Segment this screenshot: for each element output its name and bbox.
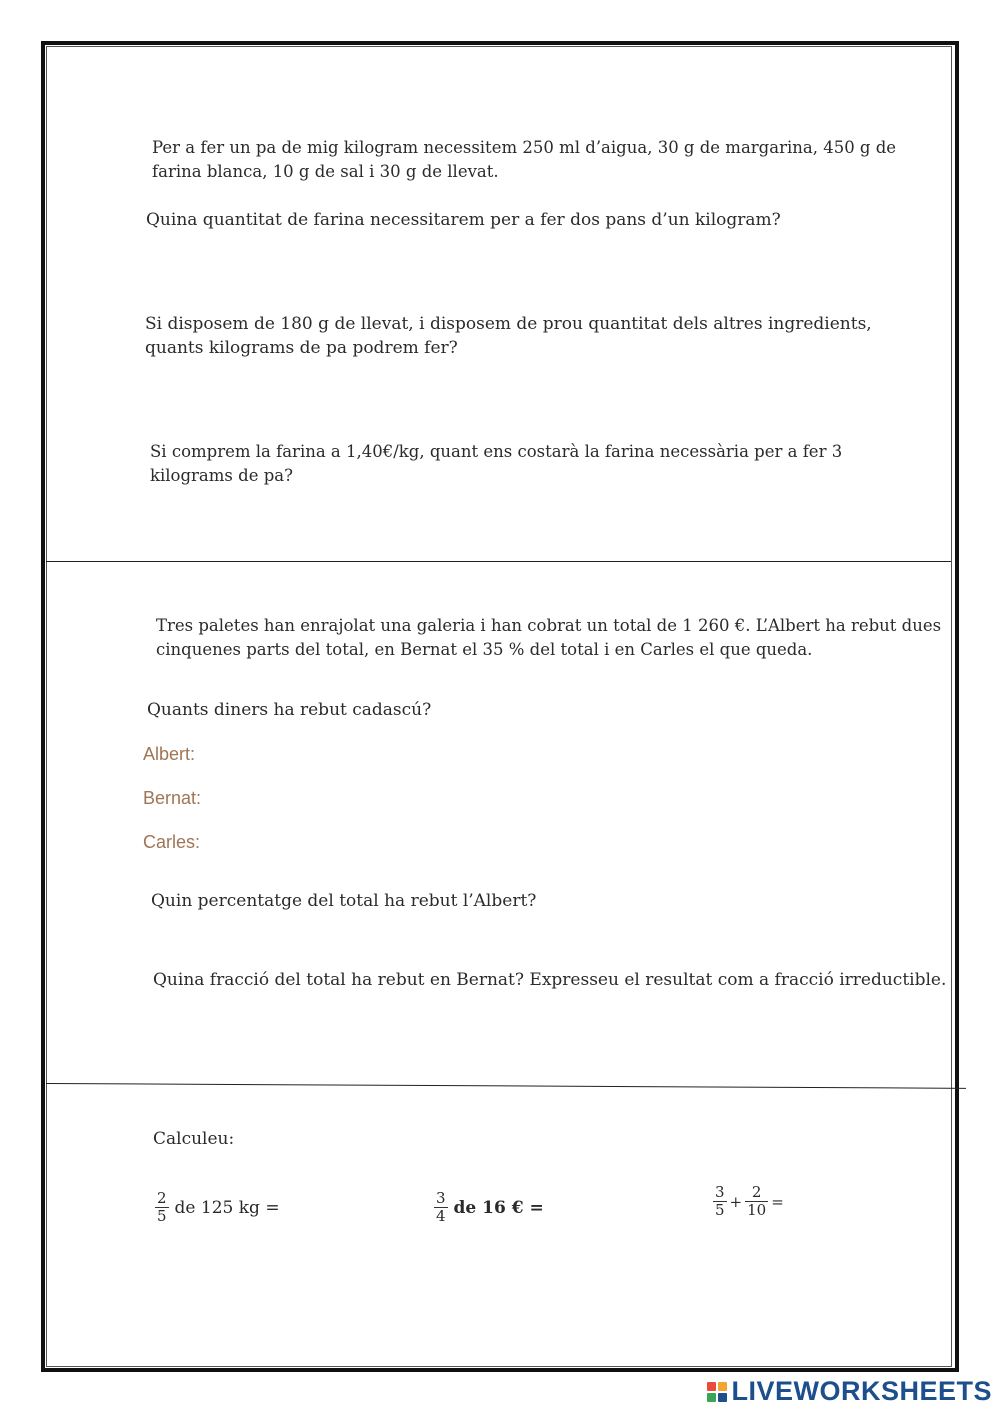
yeast-question-line2: quants kilograms de pa podrem fer? [145,338,458,358]
money-question: Quants diners ha rebut cadascú? [147,700,432,720]
fraction-3-4 [434,1190,448,1225]
expression-1-text: de 125 kg = [174,1197,280,1218]
cost-question-line2: kilograms de pa? [150,466,293,485]
fraction-question: Quina fracció del total ha rebut en Bernat? Expresseu el resultat com a fracció irreductible. [153,970,947,990]
bread-intro-line1: Per a fer un pa de mig kilogram necessitem 250 ml d’aigua, 30 g de margarina, 450 g de [152,138,897,157]
logo-square-4 [718,1393,727,1402]
cost-question [150,440,842,488]
expression-2 [434,1190,544,1225]
fraction-numerator: 2 [157,1189,167,1207]
cost-question-line1: Si comprem la farina a 1,40€/kg, quant ens costarà la farina necessària per a fer 3 [150,442,843,461]
section-divider-1 [46,561,951,562]
logo-square-1 [707,1382,716,1391]
logo-square-3 [707,1393,716,1402]
fraction-3-5 [713,1184,727,1219]
equals-sign: = [771,1192,784,1211]
yeast-question [145,312,872,360]
tilers-problem-intro [156,614,941,662]
fraction-denominator: 5 [157,1207,167,1225]
brand-name: LIVEWORKSHEETS [731,1376,992,1406]
fraction-2-10 [745,1184,768,1219]
tilers-intro-line2: cinquenes parts del total, en Bernat el 35 % del total i en Carles el que queda. [156,640,813,659]
bread-intro-line2: farina blanca, 10 g de sal i 30 g de llevat. [152,162,499,181]
liveworksheets-logo-icon [707,1382,727,1402]
logo-square-2 [718,1382,727,1391]
bernat-label: Bernat: [143,788,202,808]
percentage-question: Quin percentatge del total ha rebut l’Albert? [151,891,537,911]
expression-3 [713,1184,784,1219]
albert-label: Albert: [143,744,196,764]
flour-question: Quina quantitat de farina necessitarem per a fer dos pans d’un kilogram? [146,210,781,230]
fraction-numerator: 3 [436,1189,446,1207]
fraction-numerator: 2 [745,1184,768,1202]
fraction-denominator: 4 [436,1207,446,1225]
yeast-question-line1: Si disposem de 180 g de llevat, i disposem de prou quantitat dels altres ingredients, [145,314,872,334]
expression-2-text: de 16 € = [453,1197,544,1218]
tilers-intro-line1: Tres paletes han enrajolat una galeria i han cobrat un total de 1 260 €. L’Albert ha rebut dues [156,616,942,635]
plus-sign: + [729,1192,743,1211]
carles-label: Carles: [143,832,201,852]
fraction-2-5 [155,1190,169,1225]
liveworksheets-brand [707,1376,992,1407]
fraction-numerator: 3 [715,1183,725,1201]
expression-1 [155,1190,280,1225]
fraction-denominator: 5 [715,1201,725,1219]
bread-problem-intro [152,136,896,184]
fraction-denominator: 10 [747,1201,767,1219]
calculate-title: Calculeu: [153,1129,235,1149]
